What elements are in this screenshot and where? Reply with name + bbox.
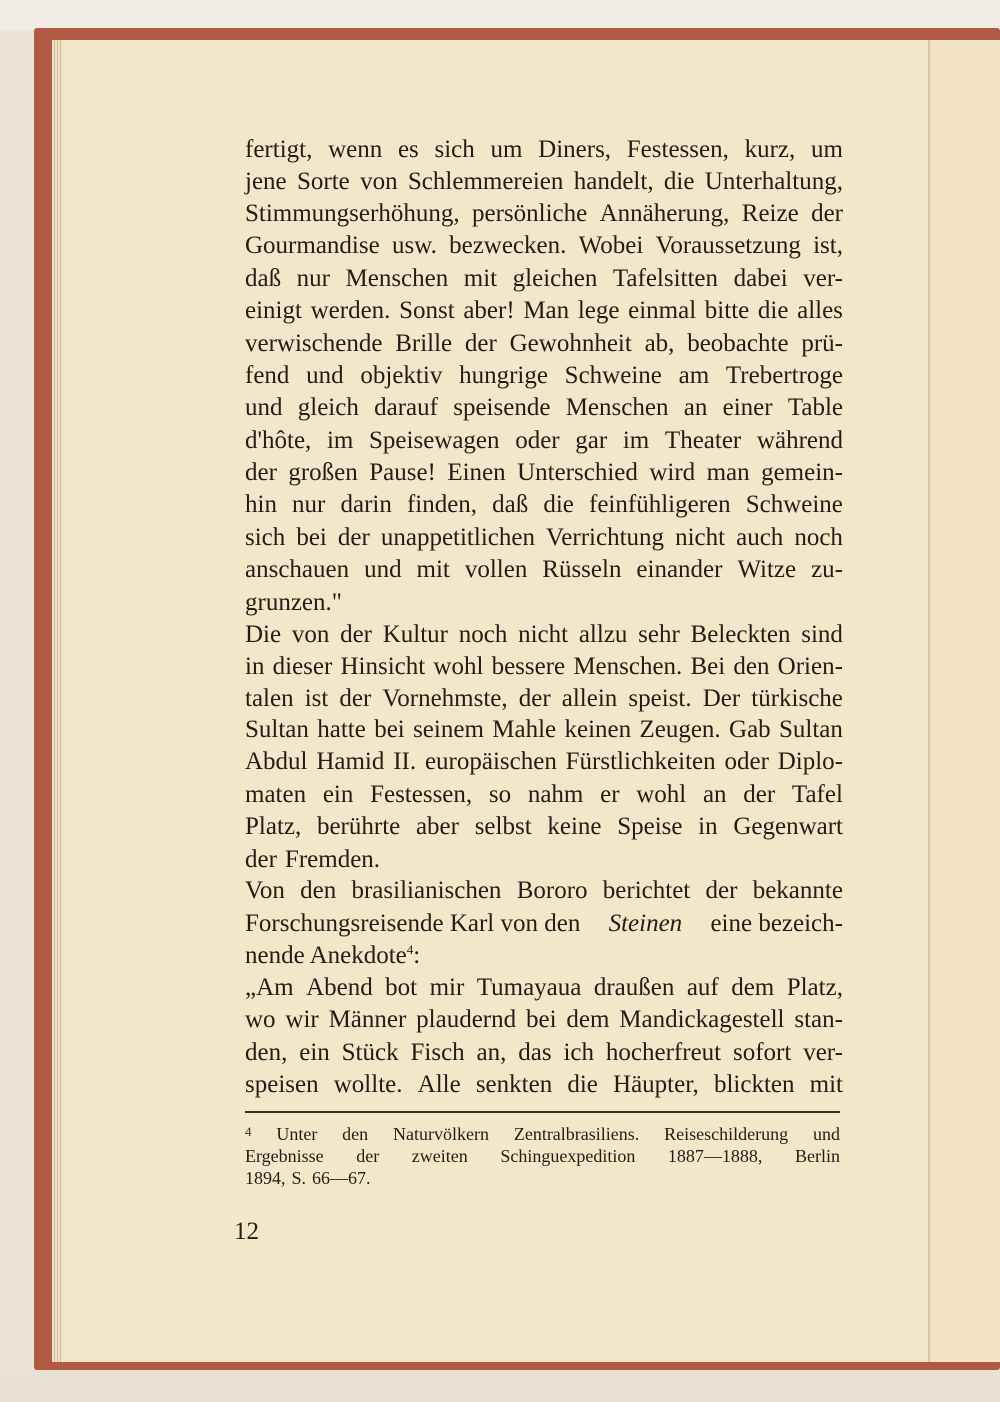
word: ist (304, 685, 329, 712)
word: der (356, 1146, 380, 1166)
word: seinem (413, 716, 484, 743)
word: beobachte (687, 330, 789, 357)
word: grunzen." (245, 589, 342, 616)
word: sofort (733, 1039, 792, 1066)
word: aber (415, 813, 459, 840)
word: und (364, 556, 402, 583)
word: Wobei (578, 232, 644, 259)
word: Schweine (745, 491, 843, 518)
word: Diners, (538, 136, 612, 163)
text-segment: Forschungsreisende Karl von den (245, 910, 587, 937)
text-line (245, 813, 843, 841)
word: kurz, (744, 136, 796, 163)
word: dem (731, 974, 775, 1001)
word: Fisch (410, 1039, 465, 1066)
word: ein (322, 781, 354, 808)
word: zweiten (411, 1146, 468, 1166)
word: Alle (417, 1071, 461, 1098)
word: Trebertroge (725, 362, 843, 389)
text-line (245, 1039, 843, 1067)
word: Beleckten (690, 621, 791, 648)
word: an (702, 781, 727, 808)
word: Bororo (516, 877, 588, 904)
word: Schlemmereien (407, 168, 564, 195)
word: Hamid (316, 748, 385, 775)
word: ver- (803, 1039, 843, 1066)
word: maten (245, 781, 307, 808)
word: an, (476, 1039, 507, 1066)
word: Stück (341, 1039, 399, 1066)
word: berichtet (602, 877, 691, 904)
text-line (245, 910, 843, 938)
word: großen (288, 459, 358, 486)
word: Zentralbrasiliens. (513, 1124, 640, 1144)
word: Schweine (564, 362, 662, 389)
word: nur (296, 265, 330, 292)
text-line (245, 748, 843, 776)
footnote-marker: 4 (406, 942, 414, 957)
word: S. (291, 1168, 307, 1188)
text-line (245, 394, 843, 422)
word: gleich (297, 394, 359, 421)
word: nicht (518, 621, 569, 648)
word: den (342, 1124, 369, 1144)
word: und (812, 1124, 840, 1144)
text-line (245, 232, 843, 260)
word: Naturvölkern (393, 1124, 489, 1144)
word: gar (575, 427, 608, 454)
word: oder (724, 748, 769, 775)
word: bei (525, 1006, 557, 1033)
word: Table (787, 394, 843, 421)
text-line (245, 491, 843, 519)
word: um (810, 136, 843, 163)
word: 1887—1888, (667, 1146, 763, 1166)
word: mit (416, 556, 450, 583)
word: Abdul (245, 748, 308, 775)
word: Theater (664, 427, 742, 454)
word: Platz, (786, 974, 843, 1001)
word: Tafelsitten (612, 265, 719, 292)
word: einer (722, 394, 773, 421)
word: der (518, 685, 551, 712)
word: dabei (733, 265, 788, 292)
word: jene (245, 168, 287, 195)
word: an (683, 394, 708, 421)
word: bessere (491, 653, 566, 680)
word: Sorte (296, 168, 350, 195)
word: ist, (813, 232, 843, 259)
word: Speisewagen (369, 427, 500, 454)
word: mit (809, 1071, 843, 1098)
word: Festessen, (370, 781, 473, 808)
word: die (567, 1071, 598, 1098)
word: Unterschied (517, 459, 638, 486)
word: allzu (578, 621, 628, 648)
word: von (291, 621, 330, 648)
footnote-rule (245, 1111, 840, 1113)
word: gleichen (512, 265, 598, 292)
word: Häupter, (613, 1071, 699, 1098)
word: Reize (741, 200, 799, 227)
text-line (245, 1006, 843, 1034)
word: Vornehmste, (382, 685, 508, 712)
word: Gewohnheit (509, 330, 632, 357)
word: Pause! (369, 459, 436, 486)
word: dieser (272, 653, 333, 680)
word: Zeugen. (639, 716, 721, 743)
word: handelt, (573, 168, 654, 195)
word: der (337, 524, 370, 551)
word: türkische (751, 685, 843, 712)
word: plaudernd (416, 1006, 517, 1033)
word: talen (245, 685, 294, 712)
word: sind (801, 621, 843, 648)
word: aber! (463, 297, 515, 324)
word: Witze (737, 556, 797, 583)
text-line (245, 362, 843, 390)
word: Brille (395, 330, 453, 357)
word: der (705, 877, 738, 904)
word: brasilianischen (351, 877, 502, 904)
page-number: 12 (234, 1218, 259, 1245)
text-line (245, 265, 843, 293)
word: fend (245, 362, 290, 389)
text-line (245, 459, 843, 487)
word: Bei (690, 653, 726, 680)
text-line (245, 974, 843, 1002)
word: Berlin (794, 1146, 840, 1166)
word: Der (702, 685, 741, 712)
word: persönliche (471, 200, 588, 227)
word: bitte (704, 297, 750, 324)
word: vollen (464, 556, 528, 583)
text-line (245, 297, 843, 325)
word: Fremden. (284, 846, 381, 873)
word: und (306, 362, 344, 389)
word: alles (797, 297, 843, 324)
text-line (245, 136, 843, 164)
word: finden, (406, 491, 478, 518)
text-segment: : (413, 942, 421, 969)
word: Speise (617, 813, 683, 840)
footnote-line (245, 1146, 840, 1167)
word: gemein- (761, 459, 843, 486)
text-line (245, 716, 843, 744)
word: berührte (316, 813, 401, 840)
word: hatte (317, 716, 366, 743)
text-line (245, 653, 843, 681)
word: Mahle (492, 716, 557, 743)
word: und (245, 394, 283, 421)
word: Stimmungserhöhung, (245, 200, 460, 227)
word: Diplo- (777, 748, 843, 775)
word: Tumayaua (476, 974, 582, 1001)
word: Tafel (791, 781, 843, 808)
word: bei (374, 716, 405, 743)
text-line (245, 427, 843, 455)
word: wenn (328, 136, 383, 163)
text-line (245, 877, 843, 905)
word: europäischen (424, 748, 557, 775)
word: wohl (636, 781, 687, 808)
word: den, (245, 1039, 288, 1066)
word: Fürstlichkeiten (565, 748, 716, 775)
word: Voraussetzung (655, 232, 801, 259)
word: bezwecken. (449, 232, 567, 259)
word: daß (245, 265, 282, 292)
word: noch (794, 524, 843, 551)
word: ver- (803, 265, 843, 292)
word: Schinguexpedition (500, 1146, 636, 1166)
text-line (245, 524, 843, 552)
word: verwischende (245, 330, 383, 357)
word: der (339, 685, 372, 712)
word: allein (561, 685, 618, 712)
word: Annäherung, (599, 200, 730, 227)
word: ich (563, 1039, 595, 1066)
word: Von (245, 877, 285, 904)
word: der (340, 621, 372, 648)
word: speisende (453, 394, 551, 421)
word: objektiv (360, 362, 443, 389)
text-line (245, 200, 843, 228)
word: sehr (638, 621, 680, 648)
word: man (706, 459, 750, 486)
word: Gab (729, 716, 771, 743)
footnote-marker: 4 (245, 1124, 252, 1139)
word: speist. (628, 685, 692, 712)
text-line (245, 685, 843, 713)
word: er (600, 781, 620, 808)
word: unappetitlichen (380, 524, 535, 551)
word: anschauen (245, 556, 350, 583)
word: Unterhaltung, (704, 168, 843, 195)
word: Hinsicht (340, 653, 426, 680)
word: um (490, 136, 523, 163)
word: der (743, 781, 776, 808)
word: oder (515, 427, 560, 454)
word: darauf (374, 394, 438, 421)
word: Menschen (345, 265, 449, 292)
word: der (464, 330, 497, 357)
word: darin (340, 491, 392, 518)
word: prü- (801, 330, 843, 357)
word: speisen (245, 1071, 319, 1098)
word: wollte. (333, 1071, 403, 1098)
word: keine (547, 813, 602, 840)
word: wird (649, 459, 696, 486)
facing-page-edge (928, 40, 1000, 1362)
word: es (397, 136, 419, 163)
word: den (300, 877, 337, 904)
word: im (622, 427, 650, 454)
scan-background-top (0, 0, 1000, 30)
word: Unter (276, 1124, 318, 1144)
word: am (678, 362, 710, 389)
scan-background-bottom (0, 1370, 1000, 1402)
word: einander (636, 556, 723, 583)
word: einmal (628, 297, 697, 324)
word: blickten (713, 1071, 795, 1098)
word: hungrige (459, 362, 548, 389)
word: Menschen. (573, 653, 683, 680)
word: hocherfreut (605, 1039, 722, 1066)
word: Kultur (382, 621, 449, 648)
word: Gourmandise (245, 232, 380, 259)
word: noch (458, 621, 508, 648)
text-line (245, 1071, 843, 1099)
word: stan- (794, 1006, 843, 1033)
word: im (326, 427, 354, 454)
text-line (245, 589, 843, 617)
word: Platz, (245, 813, 302, 840)
text-line (245, 330, 843, 358)
word: wir (285, 1006, 319, 1033)
word: Sultan (245, 716, 309, 743)
text-line (245, 621, 843, 649)
word: in (698, 813, 718, 840)
word: mit (463, 265, 498, 292)
text-segment: nende Anekdote (245, 942, 407, 969)
word: Man (523, 297, 570, 324)
word: Reiseschilderung (664, 1124, 789, 1144)
word: die (543, 491, 574, 518)
italic-name: Steinen (602, 910, 689, 937)
text-line (245, 556, 843, 584)
word: Verrichtung (546, 524, 665, 551)
word: so (488, 781, 512, 808)
word: selbst (474, 813, 532, 840)
word: sich (245, 524, 286, 551)
word: während (756, 427, 843, 454)
word: von (360, 168, 398, 195)
word: nahm (527, 781, 584, 808)
word: zu- (811, 556, 843, 583)
word: Mandickagestell (619, 1006, 785, 1033)
word: keinen (564, 716, 632, 743)
word: ab, (644, 330, 675, 357)
word: nicht (675, 524, 726, 551)
word: der (811, 200, 843, 227)
text-line (245, 168, 843, 196)
word: bekannte (752, 877, 843, 904)
word: Sonst (399, 297, 455, 324)
word: die (757, 297, 789, 324)
word: Männer (328, 1006, 407, 1033)
word: 1894, (245, 1168, 286, 1188)
word: auf (686, 974, 719, 1001)
footnote-line (245, 1124, 840, 1145)
word: Festessen, (626, 136, 729, 163)
word: das (518, 1039, 552, 1066)
word: Ergebnisse (245, 1146, 324, 1166)
word: Die (245, 621, 282, 648)
word: d'hôte, (245, 427, 312, 454)
word: bei (296, 524, 327, 551)
word: die (663, 168, 695, 195)
word: Einen (447, 459, 506, 486)
word: in (245, 653, 265, 680)
word: fertigt, (245, 136, 313, 163)
word: ein (299, 1039, 330, 1066)
word: werden. (310, 297, 391, 324)
word: auch (736, 524, 784, 551)
word: usw. (391, 232, 437, 259)
word: nur (292, 491, 326, 518)
word: draußen (593, 974, 675, 1001)
word: lege (577, 297, 620, 324)
word: der (245, 459, 277, 486)
word: Gegenwart (733, 813, 843, 840)
word: bot (385, 974, 418, 1001)
word: senkten (475, 1071, 553, 1098)
word: Orien- (777, 653, 843, 680)
word: mir (429, 974, 465, 1001)
word: Rüsseln (542, 556, 622, 583)
word: Menschen (565, 394, 669, 421)
text-line (245, 781, 843, 809)
text-line (245, 846, 843, 874)
word: II. (393, 748, 417, 775)
text-line (245, 942, 843, 970)
word: Sultan (779, 716, 843, 743)
word: der (245, 846, 277, 873)
word: einigt (245, 297, 302, 324)
word: hin (245, 491, 277, 518)
word: dem (566, 1006, 610, 1033)
word: feinfühligeren (589, 491, 731, 518)
word: daß (492, 491, 529, 518)
word: Abend (306, 974, 373, 1001)
word: wohl (433, 653, 484, 680)
text-segment: eine bezeich- (704, 910, 843, 937)
word: wo (245, 1006, 276, 1033)
word: sich (434, 136, 475, 163)
word: den (733, 653, 770, 680)
footnote-line (245, 1168, 840, 1189)
word: 66—67. (312, 1168, 371, 1188)
word: „Am (245, 974, 294, 1001)
